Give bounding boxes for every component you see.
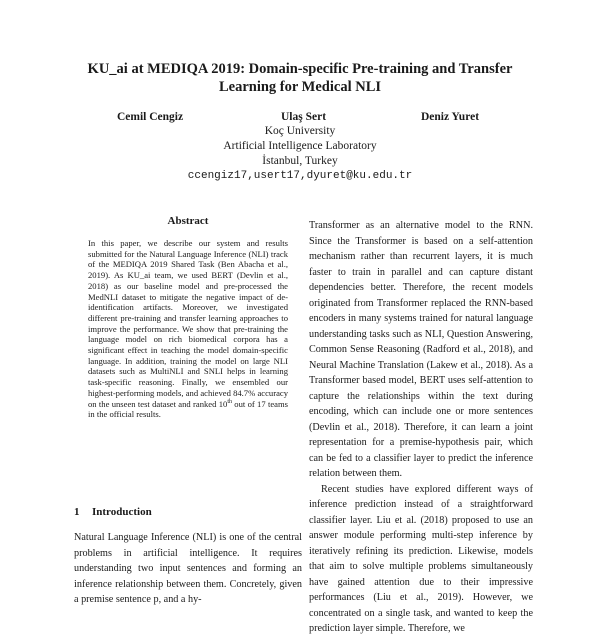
- title-line-1: KU_ai at MEDIQA 2019: Domain-specific Pre-training and Transfer: [87, 61, 513, 77]
- abstract-heading: Abstract: [167, 215, 209, 227]
- abstract-rank-suffix: th: [227, 398, 232, 405]
- affiliation-city: İstanbul, Turkey: [262, 155, 338, 167]
- author-2: Ulaş Sert: [281, 111, 327, 123]
- author-3: Deniz Yuret: [421, 111, 480, 123]
- section-number: 1: [74, 506, 80, 518]
- abstract-text-main: In this paper, we describe our system and results submitted for the Natural Language Inference (NLI) track of the MEDIQA 2019 Shared Task (Ben Abacha et al., 2019). As KU_ai team, we used BERT (Devlin et al., 2018) as our baseline model and pre-processed the MedNLI dataset to mitigate the negative impact of de-identification artifacts. Moreover, we investigated different pre-training and transfer learning approaches to improve the performance. We show that pre-training the language model on rich biomedical corpora has a significant effect in teaching the model domain-specific language. In addition, training the model on large NLI datasets such as MultiNLI and SNLI helps in learning task-specific reasoning. Finally, we ensembled our highest-performing models, and achieved 84.7% accuracy on the unseen test dataset and ranked 10: [88, 238, 288, 409]
- abstract-body: [88, 238, 288, 420]
- author-emails: ccengiz17,usert17,dyuret@ku.edu.tr: [187, 170, 413, 182]
- right-column: [309, 218, 533, 637]
- affiliation-university: Koç University: [264, 125, 336, 137]
- paper-title: [40, 60, 560, 96]
- intro-paragraph: Natural Language Inference (NLI) is one of the central problems in artificial intelligence. It requires understanding two input sentences and forming an inference relationship between them. Concretely, given a premise sentence p, and a hy-: [74, 532, 302, 605]
- right-paragraph-2: Recent studies have explored different ways of inference prediction instead of a straightforward classifier layer. Liu et al. (2018) proposed to use an answer module performing multi-step inference by iteratively refining its prediction. Likewise, models that aim to solve multiple problems simultaneously have gained attention due to their impressive performances (Liu et al., 2019). However, we concentrated on a single task, and wanted to keep the prediction layer simple. Therefore, we: [309, 483, 533, 634]
- right-paragraph-1: Transformer as an alternative model to the RNN. Since the Transformer is based on a self-attention mechanism rather than recurrent layers, it is much faster to train in parallel and can capture distant dependencies better. Therefore, the recent models originated from Transformer replaced the RNN-based encoders in many systems trained for natural language understanding tasks such as NLI, Question Answering, Common Sense Reasoning (Radford et al., 2018), and Neural Machine Translation (Lakew et al., 2018). As a Transformer based model, BERT uses self-attention to capture the relationships within the text during encoding, which can include one or more sentences (Devlin et al., 2018). Therefore, it can learn a joint representation for a premise-hypothesis pair, which can be fed to a classifier layer to predict the inference relation between them.: [309, 220, 533, 479]
- section-heading-introduction: [74, 506, 152, 518]
- title-line-2: Learning for Medical NLI: [218, 79, 382, 95]
- section-title: Introduction: [92, 506, 152, 518]
- affiliation-lab: Artificial Intelligence Laboratory: [223, 140, 377, 152]
- author-1: Cemil Cengiz: [117, 111, 184, 123]
- introduction-body: [74, 530, 302, 608]
- abstract-text-end: out of 17 teams in the official results.: [88, 398, 289, 420]
